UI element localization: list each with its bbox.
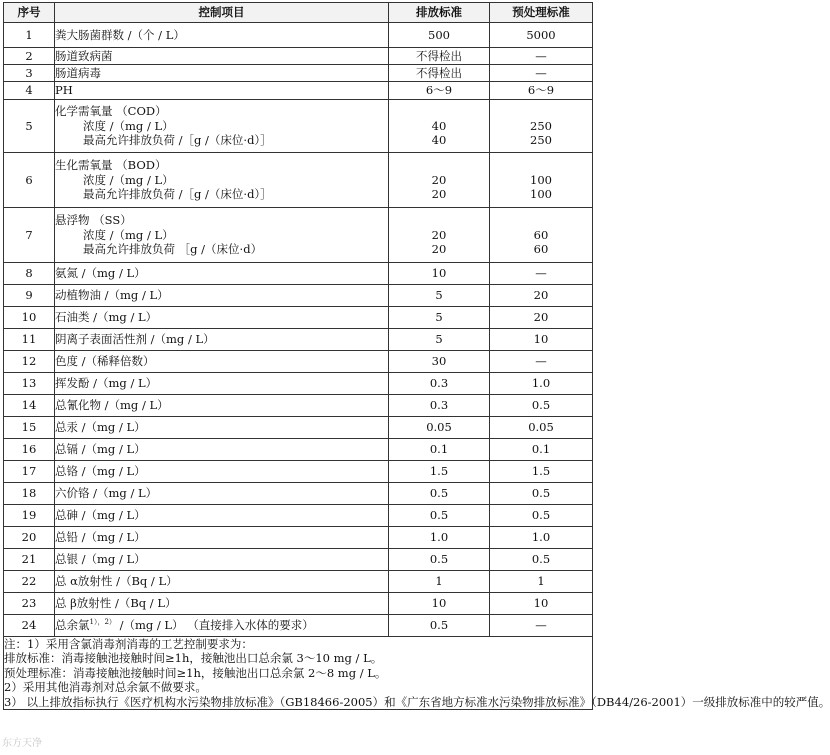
row-item: 动植物油 /（mg / L） bbox=[55, 285, 389, 307]
table-row bbox=[4, 329, 593, 351]
row-index: 12 bbox=[4, 351, 55, 373]
table-row bbox=[4, 351, 593, 373]
row-item: 粪大肠菌群数 /（个 / L） bbox=[55, 23, 389, 48]
row-item: PH bbox=[55, 82, 389, 100]
pretreat-concentration: 250 bbox=[530, 118, 552, 133]
row-item-max-load: 最高允许排放负荷 ［g /（床位·d） bbox=[83, 242, 263, 257]
header-item: 控制项目 bbox=[55, 3, 389, 23]
row-item: 肠道致病菌 bbox=[55, 48, 389, 65]
row-item bbox=[55, 100, 389, 153]
row-pretreat-value: 1.0 bbox=[490, 373, 593, 395]
row-pretreat-value: 1.5 bbox=[490, 461, 593, 483]
row-discharge-value: 1.0 bbox=[389, 527, 490, 549]
row-item bbox=[55, 615, 389, 637]
note-line: 预处理标准：消毒接触池接触时间≥1h，接触池出口总余氯 2～8 mg / L。 bbox=[4, 665, 387, 680]
footnote-marker: 1），2） bbox=[89, 618, 116, 627]
row-index: 16 bbox=[4, 439, 55, 461]
row-discharge-value: 30 bbox=[389, 351, 490, 373]
discharge-standards-table bbox=[3, 2, 830, 710]
table-header-row bbox=[4, 3, 593, 23]
watermark: 东方天净 bbox=[2, 738, 42, 749]
table-row bbox=[4, 395, 593, 417]
row-item: 色度 /（稀释倍数） bbox=[55, 351, 389, 373]
row-item: 总铬 /（mg / L） bbox=[55, 461, 389, 483]
row-pretreat-value: 20 bbox=[490, 307, 593, 329]
row-discharge-value: 0.5 bbox=[389, 615, 490, 637]
row-index: 9 bbox=[4, 285, 55, 307]
row-index: 6 bbox=[4, 153, 55, 208]
row-item-title: 生化需氧量 （BOD） bbox=[55, 158, 167, 173]
table-row bbox=[4, 153, 593, 208]
table-row bbox=[4, 23, 593, 48]
table-row bbox=[4, 100, 593, 153]
row-index: 10 bbox=[4, 307, 55, 329]
row-pretreat-value: — bbox=[490, 65, 593, 82]
row-pretreat-value: — bbox=[490, 263, 593, 285]
row-discharge-value: 1 bbox=[389, 571, 490, 593]
pretreat-max-load: 60 bbox=[533, 242, 549, 257]
row-pretreat-value: 6～9 bbox=[490, 82, 593, 100]
row-item-title: 化学需氧量 （COD） bbox=[55, 104, 167, 119]
row-discharge-value: 0.3 bbox=[389, 373, 490, 395]
row-index: 13 bbox=[4, 373, 55, 395]
row-item: 六价铬 /（mg / L） bbox=[55, 483, 389, 505]
row-item: 氨氮 /（mg / L） bbox=[55, 263, 389, 285]
row-item: 肠道病毒 bbox=[55, 65, 389, 82]
row-pretreat-value: 0.05 bbox=[490, 417, 593, 439]
table-row bbox=[4, 373, 593, 395]
row-item: 总氰化物 /（mg / L） bbox=[55, 395, 389, 417]
standards-sheet bbox=[3, 2, 830, 710]
pretreat-max-load: 250 bbox=[530, 133, 552, 148]
row-item-concentration: 浓度 /（mg / L） bbox=[83, 227, 174, 242]
row-discharge-value bbox=[389, 153, 490, 208]
row-discharge-value: 5 bbox=[389, 329, 490, 351]
header-index: 序号 bbox=[4, 3, 55, 23]
row-index: 24 bbox=[4, 615, 55, 637]
row-pretreat-value: 0.5 bbox=[490, 549, 593, 571]
row-discharge-value bbox=[389, 100, 490, 153]
row-pretreat-value: — bbox=[490, 615, 593, 637]
row-discharge-value: 0.05 bbox=[389, 417, 490, 439]
row-item: 石油类 /（mg / L） bbox=[55, 307, 389, 329]
row-discharge-value: 0.5 bbox=[389, 483, 490, 505]
row-index: 19 bbox=[4, 505, 55, 527]
note-line: 2）采用其他消毒剂对总余氯不做要求。 bbox=[4, 680, 207, 695]
row-item-max-load: 最高允许排放负荷 /［g /（床位·d）］ bbox=[83, 187, 272, 202]
table-row bbox=[4, 307, 593, 329]
row-index: 11 bbox=[4, 329, 55, 351]
row-index: 8 bbox=[4, 263, 55, 285]
discharge-max-load: 20 bbox=[431, 242, 447, 257]
row-index: 20 bbox=[4, 527, 55, 549]
row-item: 总铅 /（mg / L） bbox=[55, 527, 389, 549]
row-discharge-value: 不得检出 bbox=[389, 48, 490, 65]
table-row bbox=[4, 65, 593, 82]
header-discharge-standard: 排放标准 bbox=[389, 3, 490, 23]
row-item: 总砷 /（mg / L） bbox=[55, 505, 389, 527]
discharge-max-load: 40 bbox=[431, 133, 447, 148]
row-pretreat-value bbox=[490, 208, 593, 263]
row-discharge-value: 5 bbox=[389, 307, 490, 329]
table-row bbox=[4, 571, 593, 593]
table-row bbox=[4, 615, 593, 637]
row-index: 18 bbox=[4, 483, 55, 505]
row-pretreat-value: 1 bbox=[490, 571, 593, 593]
row-item: 阴离子表面活性剂 /（mg / L） bbox=[55, 329, 389, 351]
row-pretreat-value: 5000 bbox=[490, 23, 593, 48]
row-index: 15 bbox=[4, 417, 55, 439]
row-item-concentration: 浓度 /（mg / L） bbox=[83, 172, 174, 187]
row-discharge-value: 0.3 bbox=[389, 395, 490, 417]
discharge-concentration: 20 bbox=[431, 227, 447, 242]
row-discharge-value: 10 bbox=[389, 593, 490, 615]
row-discharge-value: 6～9 bbox=[389, 82, 490, 100]
pretreat-concentration: 60 bbox=[533, 227, 549, 242]
table-row bbox=[4, 263, 593, 285]
row-item-concentration: 浓度 /（mg / L） bbox=[83, 118, 174, 133]
table-row bbox=[4, 461, 593, 483]
row-item: 总银 /（mg / L） bbox=[55, 549, 389, 571]
row-discharge-value: 0.1 bbox=[389, 439, 490, 461]
row-item-name: 总余氯 bbox=[55, 618, 90, 633]
row-item: 总 α放射性 /（Bq / L） bbox=[55, 571, 389, 593]
row-index: 1 bbox=[4, 23, 55, 48]
row-pretreat-value: — bbox=[490, 48, 593, 65]
row-item-max-load: 最高允许排放负荷 /［g /（床位·d）］ bbox=[83, 133, 272, 148]
discharge-concentration: 40 bbox=[431, 118, 447, 133]
row-index: 7 bbox=[4, 208, 55, 263]
table-row bbox=[4, 593, 593, 615]
pretreat-max-load: 100 bbox=[530, 187, 552, 202]
table-row bbox=[4, 417, 593, 439]
row-index: 14 bbox=[4, 395, 55, 417]
discharge-max-load: 20 bbox=[431, 187, 447, 202]
row-pretreat-value: 0.1 bbox=[490, 439, 593, 461]
row-discharge-value: 5 bbox=[389, 285, 490, 307]
row-pretreat-value: 0.5 bbox=[490, 505, 593, 527]
row-index: 17 bbox=[4, 461, 55, 483]
row-index: 3 bbox=[4, 65, 55, 82]
row-item: 总镉 /（mg / L） bbox=[55, 439, 389, 461]
note-line: 3） 以上排放指标执行《医疗机构水污染物排放标准》（GB18466-2005）和《广东省地方标准水污染物排放标准》（DB44/26-2001）一级排放标准中的较严值。 bbox=[4, 694, 830, 709]
row-item bbox=[55, 208, 389, 263]
table-row bbox=[4, 483, 593, 505]
table-row bbox=[4, 505, 593, 527]
row-pretreat-value bbox=[490, 100, 593, 153]
row-discharge-value: 10 bbox=[389, 263, 490, 285]
row-discharge-value: 不得检出 bbox=[389, 65, 490, 82]
table-row bbox=[4, 439, 593, 461]
row-item: 总 β放射性 /（Bq / L） bbox=[55, 593, 389, 615]
row-pretreat-value: 10 bbox=[490, 329, 593, 351]
row-pretreat-value: 1.0 bbox=[490, 527, 593, 549]
table-row bbox=[4, 48, 593, 65]
row-index: 5 bbox=[4, 100, 55, 153]
notes-row bbox=[4, 637, 593, 710]
table-row bbox=[4, 549, 593, 571]
row-pretreat-value: 10 bbox=[490, 593, 593, 615]
row-item-title: 悬浮物 （SS） bbox=[55, 213, 132, 228]
table-row bbox=[4, 285, 593, 307]
pretreat-concentration: 100 bbox=[530, 172, 552, 187]
row-discharge-value: 500 bbox=[389, 23, 490, 48]
row-item: 总汞 /（mg / L） bbox=[55, 417, 389, 439]
row-pretreat-value bbox=[490, 153, 593, 208]
row-pretreat-value: — bbox=[490, 351, 593, 373]
row-item: 挥发酚 /（mg / L） bbox=[55, 373, 389, 395]
row-index: 23 bbox=[4, 593, 55, 615]
table-row bbox=[4, 208, 593, 263]
row-item-unit: /（mg / L） （直接排入水体的要求） bbox=[115, 618, 314, 633]
row-discharge-value: 0.5 bbox=[389, 505, 490, 527]
row-pretreat-value: 20 bbox=[490, 285, 593, 307]
row-discharge-value bbox=[389, 208, 490, 263]
table-row bbox=[4, 527, 593, 549]
row-item bbox=[55, 153, 389, 208]
header-pretreatment-standard: 预处理标准 bbox=[490, 3, 593, 23]
row-discharge-value: 1.5 bbox=[389, 461, 490, 483]
note-line: 注：1）采用含氯消毒剂消毒的工艺控制要求为： bbox=[4, 637, 253, 651]
discharge-concentration: 20 bbox=[431, 172, 447, 187]
row-discharge-value: 0.5 bbox=[389, 549, 490, 571]
row-index: 22 bbox=[4, 571, 55, 593]
row-index: 21 bbox=[4, 549, 55, 571]
row-index: 4 bbox=[4, 82, 55, 100]
table-row bbox=[4, 82, 593, 100]
row-index: 2 bbox=[4, 48, 55, 65]
row-pretreat-value: 0.5 bbox=[490, 395, 593, 417]
note-line: 排放标准：消毒接触池接触时间≥1h，接触池出口总余氯 3～10 mg / L。 bbox=[4, 651, 383, 666]
notes-cell bbox=[4, 637, 830, 710]
row-pretreat-value: 0.5 bbox=[490, 483, 593, 505]
